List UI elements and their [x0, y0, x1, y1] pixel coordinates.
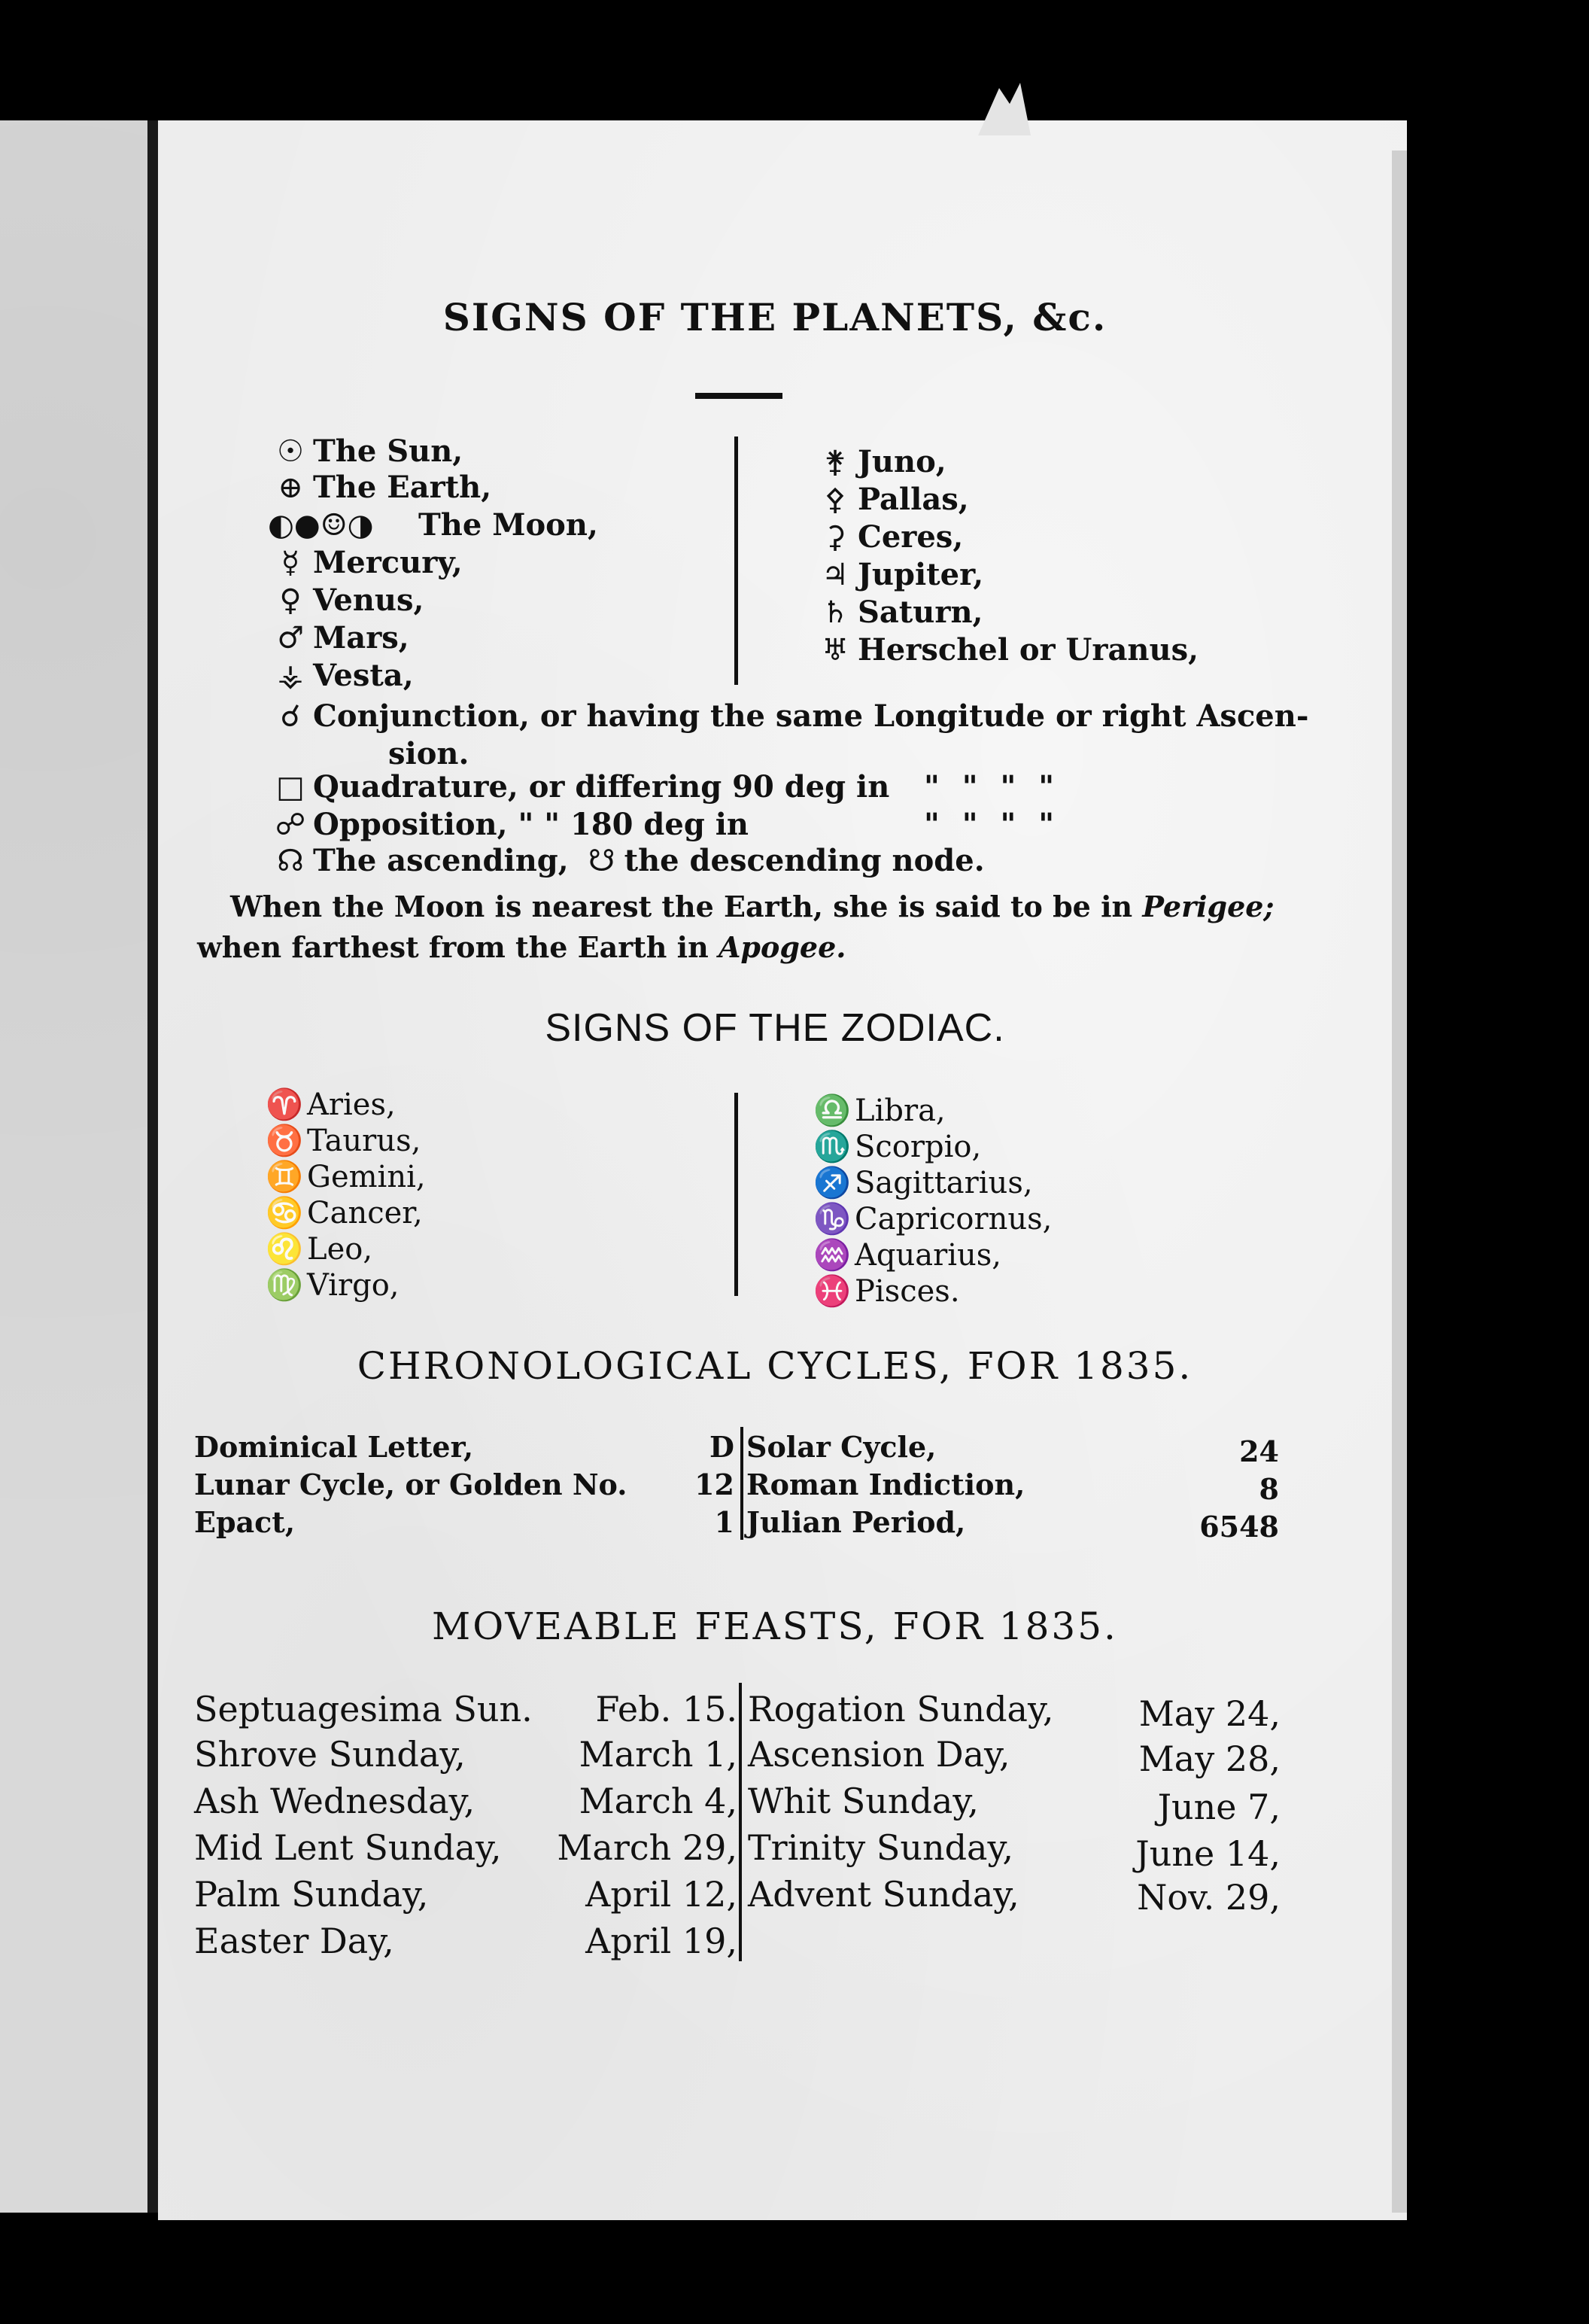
planet-label: Mercury, — [313, 545, 463, 580]
planet-label: Juno, — [858, 444, 946, 479]
feast-date: June 14, — [1135, 1833, 1281, 1874]
planet-mercury — [268, 545, 463, 580]
feast-date: Nov. 29, — [1137, 1877, 1281, 1918]
sun-icon: ☉ — [277, 434, 304, 469]
chrono-label: Epact, — [194, 1505, 296, 1539]
feast-name: Septuagesima Sun. — [194, 1689, 533, 1729]
zodiac-leo — [262, 1232, 373, 1267]
jupiter-icon: ♃ — [822, 558, 849, 592]
opposition-icon: ☍ — [275, 808, 306, 842]
planet-label: Jupiter, — [858, 557, 984, 592]
perigee-note-line1 — [230, 890, 1275, 923]
planet-moon — [268, 507, 598, 543]
sagittarius-icon: ♐ — [813, 1166, 851, 1200]
feasts-column-divider — [739, 1683, 742, 1961]
planets-column-divider — [734, 437, 738, 685]
planet-label: Pallas, — [858, 482, 969, 517]
aspect-text: Quadrature, or differing 90 deg in — [313, 769, 890, 805]
planet-uranus — [813, 632, 1199, 668]
perigee-term: Perigee; — [1142, 890, 1275, 923]
note-text: When the Moon is nearest the Earth, she is said to be in — [230, 890, 1143, 923]
aspect-quadrature — [268, 769, 890, 805]
planet-label: Herschel or Uranus, — [858, 632, 1199, 668]
feast-date: April 12, — [585, 1874, 737, 1915]
zodiac-aries — [262, 1087, 396, 1122]
virgo-icon: ♍ — [266, 1268, 303, 1303]
zodiac-label: Cancer, — [307, 1196, 423, 1230]
zodiac-pisces — [810, 1274, 960, 1309]
planet-label: The Moon, — [418, 507, 598, 543]
planet-sun — [268, 433, 463, 469]
aspect-text: the descending node. — [624, 843, 985, 878]
heading-rule — [695, 393, 782, 399]
planet-label: Venus, — [313, 583, 424, 618]
feast-date: April 19, — [585, 1921, 737, 1961]
planet-label: Saturn, — [858, 595, 983, 630]
zodiac-heading: SIGNS OF THE ZODIAC. — [545, 1006, 1005, 1050]
leo-icon: ♌ — [266, 1232, 303, 1267]
moon-phases-icon: ◐●☺◑ — [268, 508, 374, 543]
planet-venus — [268, 583, 424, 618]
binding-gutter — [147, 120, 158, 2213]
page-edge — [1392, 151, 1407, 2213]
planet-pallas — [813, 482, 969, 517]
apogee-note-line2 — [197, 930, 846, 964]
chrono-value: D — [709, 1430, 734, 1464]
mars-icon: ♂ — [277, 621, 304, 656]
planets-heading: SIGNS OF THE PLANETS, &c. — [442, 295, 1107, 339]
planet-ceres — [813, 519, 964, 555]
feast-name: Ascension Day, — [748, 1734, 1010, 1775]
mercury-icon: ☿ — [281, 546, 300, 580]
aspect-nodes — [268, 843, 985, 878]
feast-name: Advent Sunday, — [748, 1874, 1019, 1915]
vesta-icon: ⚶ — [278, 659, 303, 693]
apogee-term: Apogee. — [718, 930, 846, 964]
quadrature-icon: □ — [276, 770, 305, 805]
gemini-icon: ♊ — [266, 1160, 303, 1194]
chrono-label: Lunar Cycle, or Golden No. — [194, 1468, 627, 1501]
planet-juno — [813, 444, 946, 479]
feast-name: Shrove Sunday, — [194, 1734, 466, 1775]
planet-label: Ceres, — [858, 519, 964, 555]
aspect-conjunction-cont: sion. — [388, 736, 469, 771]
pallas-icon: ⚴ — [824, 482, 846, 517]
aquarius-icon: ♒ — [813, 1238, 851, 1273]
planet-earth — [268, 470, 492, 505]
aspect-opposition — [268, 807, 749, 842]
torn-paper-fragment — [978, 83, 1031, 135]
zodiac-sagittarius — [810, 1168, 1033, 1198]
chronological-column-divider — [740, 1427, 743, 1540]
zodiac-virgo — [262, 1268, 400, 1303]
descending-node-icon: ☋ — [588, 844, 615, 878]
chronological-heading: CHRONOLOGICAL CYCLES, FOR 1835. — [357, 1344, 1193, 1388]
chrono-value: 24 — [1239, 1434, 1279, 1468]
saturn-icon: ♄ — [822, 595, 849, 630]
facing-page-fragment — [0, 120, 150, 2213]
feast-name: Rogation Sunday, — [748, 1689, 1054, 1729]
zodiac-capricornus — [810, 1202, 1053, 1237]
ceres-icon: ⚳ — [824, 520, 846, 555]
zodiac-label: Sagittarius, — [855, 1166, 1033, 1200]
planet-label: Mars, — [313, 620, 409, 656]
aries-icon: ♈ — [266, 1087, 303, 1122]
zodiac-label: Capricornus, — [855, 1202, 1053, 1237]
zodiac-label: Leo, — [307, 1232, 373, 1267]
chrono-label: Julian Period, — [746, 1505, 966, 1539]
feast-date: March 29, — [557, 1827, 737, 1868]
scorpio-icon: ♏ — [813, 1130, 851, 1164]
zodiac-libra — [810, 1096, 946, 1126]
zodiac-aquarius — [810, 1238, 1002, 1273]
ascending-node-icon: ☊ — [277, 844, 304, 878]
ditto-marks: " " " " — [924, 807, 1061, 842]
zodiac-scorpio — [810, 1132, 981, 1162]
capricorn-icon: ♑ — [813, 1202, 851, 1237]
conjunction-icon: ☌ — [280, 699, 301, 734]
zodiac-taurus — [262, 1126, 421, 1156]
uranus-icon: ♅ — [822, 633, 849, 668]
planet-label: The Sun, — [313, 433, 463, 469]
chrono-label: Roman Indiction, — [746, 1468, 1025, 1501]
feast-name: Trinity Sunday, — [748, 1827, 1013, 1868]
earth-icon: ⊕ — [278, 470, 303, 505]
feast-name: Whit Sunday, — [748, 1781, 979, 1821]
planet-saturn — [813, 595, 983, 630]
feast-name: Ash Wednesday, — [194, 1781, 475, 1821]
zodiac-column-divider — [734, 1093, 738, 1296]
venus-icon: ♀ — [279, 583, 302, 618]
libra-icon: ♎ — [813, 1094, 851, 1128]
zodiac-label: Scorpio, — [855, 1130, 982, 1164]
aspect-text: Conjunction, or having the same Longitude or right Ascen- — [313, 698, 1309, 734]
zodiac-label: Aquarius, — [855, 1238, 1002, 1273]
chrono-value: 6548 — [1199, 1510, 1279, 1544]
ditto-marks: " " " " — [924, 769, 1061, 805]
pisces-icon: ♓ — [813, 1274, 851, 1309]
chrono-value: 8 — [1259, 1472, 1279, 1506]
feast-date: June 7, — [1157, 1787, 1281, 1827]
aspect-text: Opposition, " " 180 deg in — [313, 807, 749, 842]
feast-date: Feb. 15. — [595, 1689, 737, 1729]
zodiac-gemini — [262, 1162, 426, 1192]
planet-label: Vesta, — [313, 658, 414, 693]
zodiac-cancer — [262, 1198, 423, 1228]
zodiac-label: Taurus, — [307, 1124, 421, 1158]
planet-jupiter — [813, 557, 984, 592]
planet-vesta — [268, 658, 414, 693]
chrono-value: 12 — [694, 1468, 734, 1501]
zodiac-label: Pisces. — [855, 1274, 960, 1309]
feast-date: March 4, — [579, 1781, 737, 1821]
feast-date: May 24, — [1138, 1693, 1281, 1734]
feast-name: Mid Lent Sunday, — [194, 1827, 502, 1868]
zodiac-label: Aries, — [307, 1087, 396, 1122]
cancer-icon: ♋ — [266, 1196, 303, 1230]
taurus-icon: ♉ — [266, 1124, 303, 1158]
zodiac-label: Libra, — [855, 1094, 946, 1128]
zodiac-label: Virgo, — [307, 1268, 400, 1303]
planet-label: The Earth, — [313, 470, 492, 505]
aspect-conjunction — [268, 698, 1309, 734]
feasts-heading: MOVEABLE FEASTS, FOR 1835. — [432, 1605, 1118, 1648]
aspect-text: The ascending, — [313, 843, 569, 878]
juno-icon: ⚵ — [824, 445, 846, 479]
chrono-value: 1 — [714, 1505, 734, 1539]
feast-name: Easter Day, — [194, 1921, 394, 1961]
chrono-label: Dominical Letter, — [194, 1430, 474, 1464]
zodiac-label: Gemini, — [307, 1160, 426, 1194]
feast-name: Palm Sunday, — [194, 1874, 429, 1915]
feast-date: March 1, — [579, 1734, 737, 1775]
chrono-label: Solar Cycle, — [746, 1430, 937, 1464]
planet-mars — [268, 620, 409, 656]
feast-date: May 28, — [1138, 1738, 1281, 1779]
note-text: when farthest from the Earth in — [197, 930, 719, 964]
